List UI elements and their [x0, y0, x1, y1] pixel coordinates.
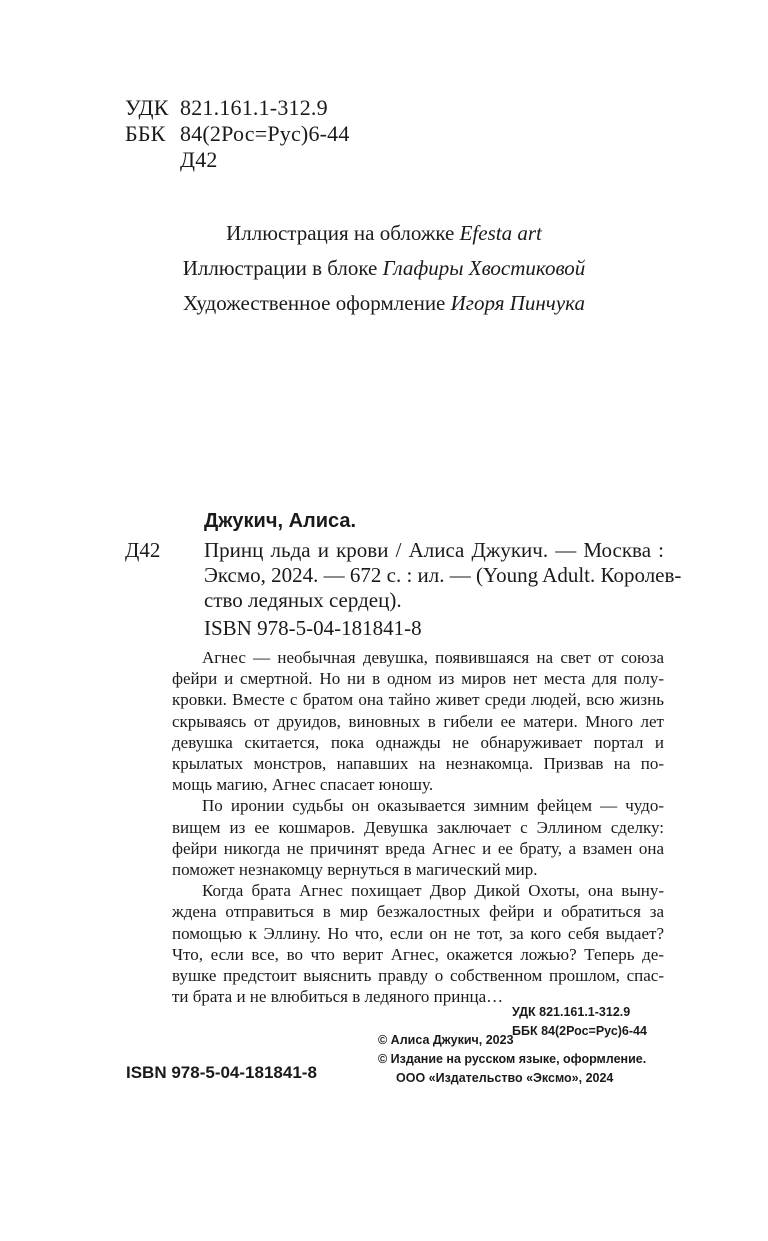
annotation	[172, 647, 664, 1007]
credit-cover-illustration	[0, 221, 768, 246]
copyright-publisher: ООО «Издательство «Эксмо», 2024	[396, 1071, 614, 1085]
udk-label: УДК	[125, 95, 169, 120]
credit-role: Иллюстрация на обложке	[226, 221, 455, 245]
annotation-line: фейри никогда не причинят вреда Агнес и ее брату, а взамен она	[172, 838, 664, 858]
annotation-line: вушке предстоит выяснить правду о собственном прошлом, спас-	[172, 966, 664, 986]
credit-art-design	[0, 291, 768, 316]
annotation-line: вищем из ее кошмаров. Девушка заключает с Эллином сделку:	[172, 817, 664, 837]
annotation-line: фейри и смертной. Но ни в одном из миров нет места для полу-	[172, 669, 664, 689]
bib-index: Д42	[125, 538, 161, 562]
annotation-line: девушка скитается, пока однажды не обнаруживает портал и	[172, 732, 664, 752]
credit-name: Глафиры Хвостиковой	[382, 256, 586, 280]
annotation-line: По иронии судьбы он оказывается зимним фейцем — чудо-	[202, 796, 664, 816]
credit-name: Efesta art	[459, 221, 542, 245]
annotation-line: поможет незнакомцу вернуться в магический мир.	[172, 860, 538, 880]
bbk-row	[125, 121, 350, 147]
bib-isbn: ISBN 978-5-04-181841-8	[204, 616, 422, 640]
credit-block-illustrations	[0, 256, 768, 281]
annotation-line: Что, если все, во что верит Агнес, окажется ложью? Теперь де-	[172, 944, 664, 964]
udk-row	[125, 95, 328, 121]
bib-line: Принц льда и крови / Алиса Джукич. — Москва :	[204, 538, 664, 562]
bib-description	[204, 538, 682, 613]
annotation-line: Когда брата Агнес похищает Двор Дикой Охоты, она выну-	[202, 881, 664, 901]
annotation-line: скрываясь от друидов, виновных в гибели ее матери. Много лет	[172, 711, 664, 731]
annotation-line: помощью к Эллину. Но что, если он не тот, за кого себя выдает?	[172, 923, 664, 943]
annotation-line: кровки. Вместе с братом она тайно живет среди людей, всю жизнь	[172, 690, 664, 710]
credit-role: Художественное оформление	[183, 291, 446, 315]
footer-isbn: ISBN 978-5-04-181841-8	[126, 1063, 317, 1082]
annotation-line: Агнес — необычная девушка, появившаяся на свет от союза	[202, 648, 664, 667]
annotation-line: мощь магию, Агнес спасает юношу.	[172, 775, 434, 795]
annotation-line: крылатых монстров, напавших на незнакомца. Призвав на по-	[172, 754, 664, 774]
annotation-bbk: ББК 84(2Рос=Рус)6-44	[512, 1024, 647, 1038]
copyright-edition: © Издание на русском языке, оформление.	[378, 1052, 647, 1066]
credit-role: Иллюстрации в блоке	[182, 256, 378, 280]
bib-line: ство ледяных сердец).	[204, 588, 402, 612]
credit-name: Игоря Пинчука	[450, 291, 585, 315]
annotation-line: ждена отправиться в мир безжалостных фейри и обратиться за	[172, 902, 664, 922]
author-mark: Д42	[180, 147, 218, 172]
bbk-value: 84(2Рос=Рус)6-44	[180, 121, 350, 146]
bbk-label: ББК	[125, 121, 166, 146]
annotation-udk: УДК 821.161.1-312.9	[512, 1005, 631, 1019]
bib-line: Эксмо, 2024. — 672 с. : ил. — (Young Adult. Королев-	[204, 563, 682, 587]
udk-value: 821.161.1-312.9	[180, 95, 328, 120]
copyright-author: © Алиса Джукич, 2023	[378, 1033, 514, 1047]
annotation-line: ти брата и не влюбиться в ледяного принца…	[172, 987, 504, 1007]
bib-author: Джукич, Алиса.	[204, 510, 357, 532]
